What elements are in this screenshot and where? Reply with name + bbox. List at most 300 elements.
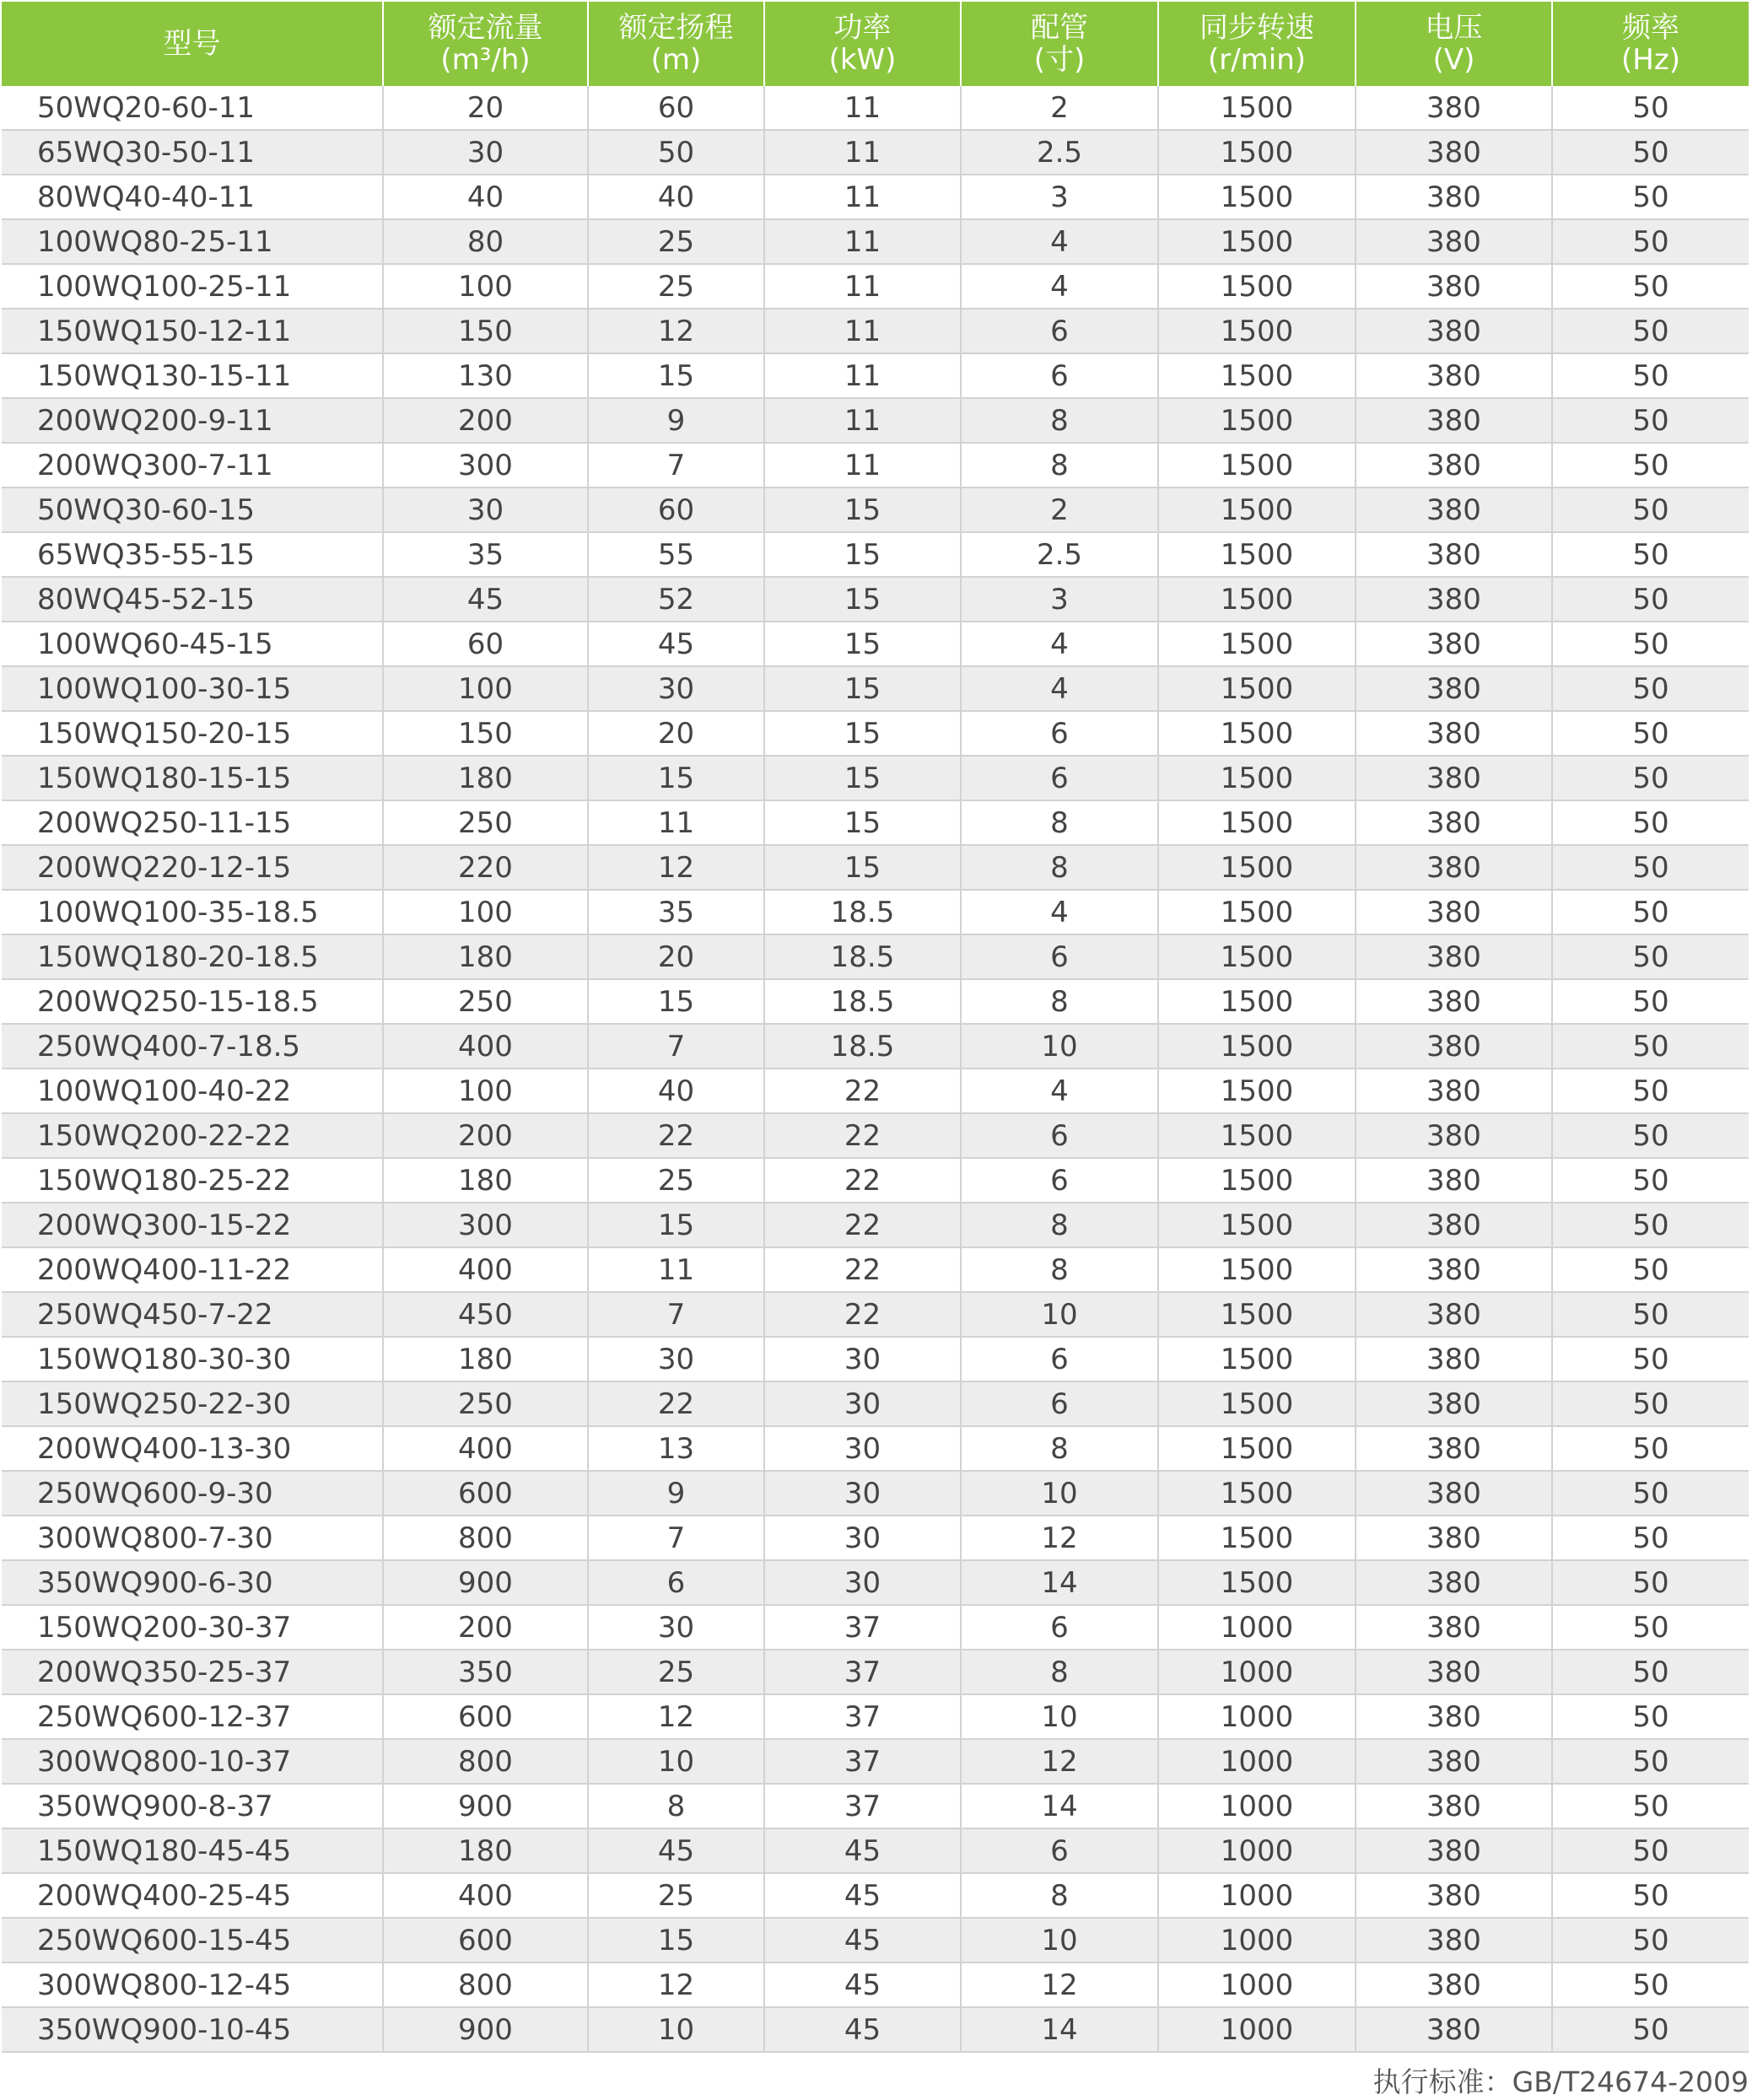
cell-pipe: 6 [961, 309, 1158, 353]
cell-model: 100WQ80-25-11 [2, 219, 383, 264]
cell-speed: 1500 [1158, 443, 1356, 487]
cell-pipe: 6 [961, 756, 1158, 800]
column-header-unit: (r/min) [1207, 43, 1307, 77]
cell-flow: 150 [383, 309, 588, 353]
cell-voltage: 380 [1356, 979, 1552, 1024]
cell-speed: 1500 [1158, 1113, 1356, 1158]
cell-frequency: 50 [1552, 1739, 1749, 1784]
cell-voltage: 380 [1356, 622, 1552, 666]
table-row [2, 1963, 1749, 2007]
cell-voltage: 380 [1356, 1337, 1552, 1381]
cell-voltage: 380 [1356, 1381, 1552, 1426]
table-row [2, 622, 1749, 666]
cell-speed: 1500 [1158, 934, 1356, 979]
table-row [2, 1337, 1749, 1381]
cell-flow: 250 [383, 1381, 588, 1426]
cell-model: 150WQ180-30-30 [2, 1337, 383, 1381]
cell-speed: 1000 [1158, 1739, 1356, 1784]
cell-pipe: 6 [961, 1828, 1158, 1873]
column-header-power [764, 2, 961, 86]
cell-voltage: 380 [1356, 309, 1552, 353]
table-row [2, 1069, 1749, 1113]
cell-voltage: 380 [1356, 1471, 1552, 1516]
cell-voltage: 380 [1356, 1516, 1552, 1560]
cell-speed: 1500 [1158, 175, 1356, 219]
header-row [2, 2, 1749, 86]
cell-pipe: 8 [961, 1650, 1158, 1694]
cell-model: 100WQ100-30-15 [2, 666, 383, 711]
table-body [2, 86, 1749, 2052]
cell-voltage: 380 [1356, 353, 1552, 398]
cell-flow: 350 [383, 1650, 588, 1694]
cell-power: 11 [764, 309, 961, 353]
cell-head: 12 [588, 845, 764, 890]
cell-speed: 1000 [1158, 1605, 1356, 1650]
cell-head: 9 [588, 1471, 764, 1516]
cell-power: 45 [764, 2007, 961, 2052]
cell-flow: 800 [383, 1516, 588, 1560]
cell-model: 150WQ180-20-18.5 [2, 934, 383, 979]
cell-head: 30 [588, 666, 764, 711]
table-row [2, 532, 1749, 577]
cell-flow: 200 [383, 398, 588, 443]
cell-voltage: 380 [1356, 1292, 1552, 1337]
cell-head: 11 [588, 1247, 764, 1292]
cell-pipe: 4 [961, 264, 1158, 309]
cell-power: 30 [764, 1471, 961, 1516]
cell-speed: 1500 [1158, 1471, 1356, 1516]
table-row [2, 130, 1749, 175]
table-row [2, 1694, 1749, 1739]
cell-flow: 300 [383, 1203, 588, 1247]
cell-model: 150WQ200-30-37 [2, 1605, 383, 1650]
cell-head: 22 [588, 1113, 764, 1158]
cell-head: 25 [588, 219, 764, 264]
cell-power: 18.5 [764, 890, 961, 934]
cell-head: 50 [588, 130, 764, 175]
cell-flow: 100 [383, 1069, 588, 1113]
column-header-label: 功率 [833, 11, 892, 45]
cell-speed: 1000 [1158, 2007, 1356, 2052]
cell-flow: 400 [383, 1247, 588, 1292]
cell-head: 15 [588, 1918, 764, 1963]
cell-flow: 100 [383, 264, 588, 309]
cell-pipe: 12 [961, 1963, 1158, 2007]
cell-head: 15 [588, 353, 764, 398]
cell-frequency: 50 [1552, 264, 1749, 309]
cell-power: 11 [764, 443, 961, 487]
column-header-unit: (Hz) [1621, 43, 1680, 77]
cell-speed: 1000 [1158, 1963, 1356, 2007]
cell-pipe: 10 [961, 1471, 1158, 1516]
cell-frequency: 50 [1552, 175, 1749, 219]
cell-speed: 1000 [1158, 1650, 1356, 1694]
cell-power: 15 [764, 487, 961, 532]
cell-model: 300WQ800-7-30 [2, 1516, 383, 1560]
cell-power: 37 [764, 1784, 961, 1828]
cell-flow: 600 [383, 1918, 588, 1963]
table-row [2, 1247, 1749, 1292]
cell-voltage: 380 [1356, 532, 1552, 577]
cell-flow: 45 [383, 577, 588, 622]
cell-flow: 800 [383, 1963, 588, 2007]
cell-pipe: 8 [961, 398, 1158, 443]
cell-voltage: 380 [1356, 1873, 1552, 1918]
cell-head: 15 [588, 1203, 764, 1247]
cell-model: 150WQ180-45-45 [2, 1828, 383, 1873]
cell-head: 7 [588, 1516, 764, 1560]
table-row [2, 890, 1749, 934]
cell-voltage: 380 [1356, 1694, 1552, 1739]
column-header-label: 频率 [1622, 11, 1679, 45]
cell-pipe: 3 [961, 577, 1158, 622]
cell-head: 20 [588, 934, 764, 979]
cell-flow: 180 [383, 1158, 588, 1203]
cell-speed: 1500 [1158, 1158, 1356, 1203]
cell-speed: 1500 [1158, 487, 1356, 532]
cell-speed: 1500 [1158, 398, 1356, 443]
column-header-label: 型号 [163, 27, 221, 61]
cell-power: 30 [764, 1516, 961, 1560]
cell-flow: 30 [383, 130, 588, 175]
cell-head: 12 [588, 1963, 764, 2007]
cell-speed: 1000 [1158, 1694, 1356, 1739]
column-header-label: 配管 [1031, 11, 1088, 45]
cell-power: 11 [764, 264, 961, 309]
cell-pipe: 2.5 [961, 532, 1158, 577]
cell-model: 250WQ600-12-37 [2, 1694, 383, 1739]
cell-speed: 1500 [1158, 219, 1356, 264]
cell-power: 30 [764, 1426, 961, 1471]
cell-frequency: 50 [1552, 756, 1749, 800]
cell-power: 15 [764, 756, 961, 800]
cell-voltage: 380 [1356, 934, 1552, 979]
cell-head: 8 [588, 1784, 764, 1828]
cell-power: 11 [764, 219, 961, 264]
cell-voltage: 380 [1356, 1784, 1552, 1828]
cell-speed: 1500 [1158, 800, 1356, 845]
cell-model: 100WQ100-25-11 [2, 264, 383, 309]
column-header-speed [1158, 2, 1356, 86]
cell-frequency: 50 [1552, 1963, 1749, 2007]
cell-pipe: 6 [961, 1337, 1158, 1381]
cell-head: 45 [588, 1828, 764, 1873]
table-row [2, 1560, 1749, 1605]
cell-head: 60 [588, 487, 764, 532]
cell-speed: 1500 [1158, 1069, 1356, 1113]
column-header-unit: (m) [650, 43, 702, 77]
cell-flow: 200 [383, 1113, 588, 1158]
cell-flow: 150 [383, 711, 588, 756]
cell-speed: 1500 [1158, 1292, 1356, 1337]
cell-pipe: 10 [961, 1918, 1158, 1963]
cell-pipe: 3 [961, 175, 1158, 219]
column-header-unit: (kW) [828, 43, 897, 77]
cell-head: 25 [588, 1158, 764, 1203]
cell-head: 52 [588, 577, 764, 622]
table-row [2, 1426, 1749, 1471]
cell-power: 15 [764, 845, 961, 890]
cell-power: 11 [764, 130, 961, 175]
cell-model: 50WQ20-60-11 [2, 86, 383, 130]
cell-model: 150WQ180-15-15 [2, 756, 383, 800]
cell-speed: 1500 [1158, 130, 1356, 175]
cell-frequency: 50 [1552, 666, 1749, 711]
cell-speed: 1500 [1158, 1247, 1356, 1292]
cell-pipe: 2 [961, 86, 1158, 130]
cell-power: 45 [764, 1963, 961, 2007]
table-row [2, 1918, 1749, 1963]
cell-power: 11 [764, 175, 961, 219]
cell-voltage: 380 [1356, 1024, 1552, 1069]
table-row [2, 487, 1749, 532]
cell-model: 200WQ300-15-22 [2, 1203, 383, 1247]
cell-power: 45 [764, 1873, 961, 1918]
cell-voltage: 380 [1356, 130, 1552, 175]
cell-speed: 1500 [1158, 666, 1356, 711]
cell-voltage: 380 [1356, 443, 1552, 487]
cell-power: 15 [764, 622, 961, 666]
cell-model: 200WQ250-15-18.5 [2, 979, 383, 1024]
cell-flow: 900 [383, 1560, 588, 1605]
table-row [2, 264, 1749, 309]
cell-model: 200WQ400-13-30 [2, 1426, 383, 1471]
cell-speed: 1500 [1158, 1024, 1356, 1069]
cell-flow: 180 [383, 934, 588, 979]
cell-frequency: 50 [1552, 1069, 1749, 1113]
cell-head: 9 [588, 398, 764, 443]
cell-model: 50WQ30-60-15 [2, 487, 383, 532]
cell-flow: 35 [383, 532, 588, 577]
cell-flow: 250 [383, 979, 588, 1024]
cell-model: 250WQ600-15-45 [2, 1918, 383, 1963]
cell-voltage: 380 [1356, 890, 1552, 934]
table-row [2, 1203, 1749, 1247]
cell-flow: 800 [383, 1739, 588, 1784]
cell-frequency: 50 [1552, 1113, 1749, 1158]
cell-pipe: 8 [961, 1426, 1158, 1471]
cell-head: 55 [588, 532, 764, 577]
cell-voltage: 380 [1356, 2007, 1552, 2052]
cell-voltage: 380 [1356, 1560, 1552, 1605]
cell-speed: 1500 [1158, 1516, 1356, 1560]
cell-model: 200WQ400-11-22 [2, 1247, 383, 1292]
cell-pipe: 4 [961, 666, 1158, 711]
table-row [2, 1873, 1749, 1918]
cell-model: 65WQ30-50-11 [2, 130, 383, 175]
column-header-label: 电压 [1425, 11, 1483, 45]
cell-power: 45 [764, 1828, 961, 1873]
cell-speed: 1500 [1158, 979, 1356, 1024]
cell-power: 15 [764, 711, 961, 756]
cell-frequency: 50 [1552, 1471, 1749, 1516]
cell-flow: 100 [383, 666, 588, 711]
cell-flow: 200 [383, 1605, 588, 1650]
cell-flow: 450 [383, 1292, 588, 1337]
cell-voltage: 380 [1356, 1918, 1552, 1963]
cell-head: 22 [588, 1381, 764, 1426]
cell-power: 22 [764, 1203, 961, 1247]
cell-model: 250WQ600-9-30 [2, 1471, 383, 1516]
cell-frequency: 50 [1552, 1873, 1749, 1918]
cell-frequency: 50 [1552, 1426, 1749, 1471]
cell-pipe: 8 [961, 1203, 1158, 1247]
cell-voltage: 380 [1356, 1739, 1552, 1784]
cell-model: 100WQ100-40-22 [2, 1069, 383, 1113]
cell-power: 15 [764, 577, 961, 622]
cell-pipe: 6 [961, 1158, 1158, 1203]
cell-power: 18.5 [764, 1024, 961, 1069]
cell-frequency: 50 [1552, 1024, 1749, 1069]
cell-pipe: 6 [961, 1381, 1158, 1426]
cell-frequency: 50 [1552, 1560, 1749, 1605]
table-row [2, 175, 1749, 219]
cell-frequency: 50 [1552, 1650, 1749, 1694]
cell-voltage: 380 [1356, 86, 1552, 130]
cell-model: 200WQ350-25-37 [2, 1650, 383, 1694]
cell-frequency: 50 [1552, 130, 1749, 175]
cell-speed: 1500 [1158, 756, 1356, 800]
cell-frequency: 50 [1552, 443, 1749, 487]
column-header-unit: (寸) [1033, 43, 1086, 77]
cell-power: 37 [764, 1605, 961, 1650]
cell-model: 200WQ300-7-11 [2, 443, 383, 487]
column-header-label: 额定扬程 [618, 11, 734, 45]
cell-flow: 130 [383, 353, 588, 398]
cell-model: 200WQ250-11-15 [2, 800, 383, 845]
cell-model: 150WQ150-20-15 [2, 711, 383, 756]
table-row [2, 845, 1749, 890]
table-row [2, 1158, 1749, 1203]
cell-head: 25 [588, 264, 764, 309]
cell-power: 15 [764, 666, 961, 711]
cell-pipe: 4 [961, 1069, 1158, 1113]
cell-flow: 180 [383, 756, 588, 800]
column-header-label: 额定流量 [428, 11, 543, 45]
table-row [2, 800, 1749, 845]
cell-head: 11 [588, 800, 764, 845]
cell-frequency: 50 [1552, 398, 1749, 443]
table-header [2, 2, 1749, 86]
cell-pipe: 2.5 [961, 130, 1158, 175]
standard-footnote: 执行标准：GB/T24674-2009 [1372, 2065, 1749, 2098]
cell-power: 37 [764, 1739, 961, 1784]
cell-head: 12 [588, 1694, 764, 1739]
cell-flow: 900 [383, 1784, 588, 1828]
cell-speed: 1500 [1158, 845, 1356, 890]
cell-speed: 1500 [1158, 1560, 1356, 1605]
cell-speed: 1500 [1158, 577, 1356, 622]
cell-speed: 1500 [1158, 309, 1356, 353]
table-row [2, 1113, 1749, 1158]
cell-head: 40 [588, 1069, 764, 1113]
cell-pipe: 6 [961, 711, 1158, 756]
cell-flow: 300 [383, 443, 588, 487]
cell-flow: 30 [383, 487, 588, 532]
cell-model: 150WQ200-22-22 [2, 1113, 383, 1158]
spec-table [2, 2, 1749, 2053]
table-row [2, 1516, 1749, 1560]
cell-power: 11 [764, 86, 961, 130]
cell-flow: 40 [383, 175, 588, 219]
cell-voltage: 380 [1356, 219, 1552, 264]
cell-model: 200WQ200-9-11 [2, 398, 383, 443]
cell-pipe: 4 [961, 219, 1158, 264]
cell-frequency: 50 [1552, 1516, 1749, 1560]
cell-pipe: 8 [961, 979, 1158, 1024]
cell-frequency: 50 [1552, 532, 1749, 577]
cell-voltage: 380 [1356, 1650, 1552, 1694]
column-header-flow [383, 2, 588, 86]
table-row [2, 1605, 1749, 1650]
table-row [2, 979, 1749, 1024]
cell-pipe: 14 [961, 2007, 1158, 2052]
cell-voltage: 380 [1356, 1069, 1552, 1113]
table-row [2, 711, 1749, 756]
cell-frequency: 50 [1552, 1158, 1749, 1203]
cell-model: 150WQ130-15-11 [2, 353, 383, 398]
cell-frequency: 50 [1552, 934, 1749, 979]
cell-power: 18.5 [764, 979, 961, 1024]
cell-head: 10 [588, 1739, 764, 1784]
cell-pipe: 14 [961, 1784, 1158, 1828]
cell-frequency: 50 [1552, 1694, 1749, 1739]
cell-head: 15 [588, 979, 764, 1024]
cell-voltage: 380 [1356, 1247, 1552, 1292]
cell-pipe: 6 [961, 934, 1158, 979]
cell-flow: 60 [383, 622, 588, 666]
cell-flow: 400 [383, 1426, 588, 1471]
table-row [2, 86, 1749, 130]
cell-flow: 400 [383, 1024, 588, 1069]
cell-head: 60 [588, 86, 764, 130]
cell-pipe: 10 [961, 1292, 1158, 1337]
cell-speed: 1500 [1158, 353, 1356, 398]
cell-head: 7 [588, 1292, 764, 1337]
cell-voltage: 380 [1356, 756, 1552, 800]
cell-head: 6 [588, 1560, 764, 1605]
table-row [2, 353, 1749, 398]
cell-head: 10 [588, 2007, 764, 2052]
cell-frequency: 50 [1552, 1918, 1749, 1963]
cell-frequency: 50 [1552, 1605, 1749, 1650]
cell-frequency: 50 [1552, 86, 1749, 130]
cell-head: 13 [588, 1426, 764, 1471]
cell-flow: 180 [383, 1337, 588, 1381]
cell-voltage: 380 [1356, 1828, 1552, 1873]
cell-model: 350WQ900-8-37 [2, 1784, 383, 1828]
column-header-pipe [961, 2, 1158, 86]
cell-pipe: 8 [961, 800, 1158, 845]
cell-pipe: 12 [961, 1739, 1158, 1784]
table-row [2, 1650, 1749, 1694]
cell-voltage: 380 [1356, 398, 1552, 443]
column-header-unit: (V) [1432, 43, 1475, 77]
column-header-frequency [1552, 2, 1749, 86]
cell-power: 45 [764, 1918, 961, 1963]
cell-pipe: 12 [961, 1516, 1158, 1560]
cell-pipe: 10 [961, 1024, 1158, 1069]
table-row [2, 666, 1749, 711]
cell-power: 22 [764, 1247, 961, 1292]
cell-speed: 1500 [1158, 1381, 1356, 1426]
cell-frequency: 50 [1552, 219, 1749, 264]
table-row [2, 1828, 1749, 1873]
cell-model: 200WQ220-12-15 [2, 845, 383, 890]
cell-frequency: 50 [1552, 487, 1749, 532]
column-header-label: 同步转速 [1199, 11, 1314, 45]
cell-flow: 600 [383, 1694, 588, 1739]
